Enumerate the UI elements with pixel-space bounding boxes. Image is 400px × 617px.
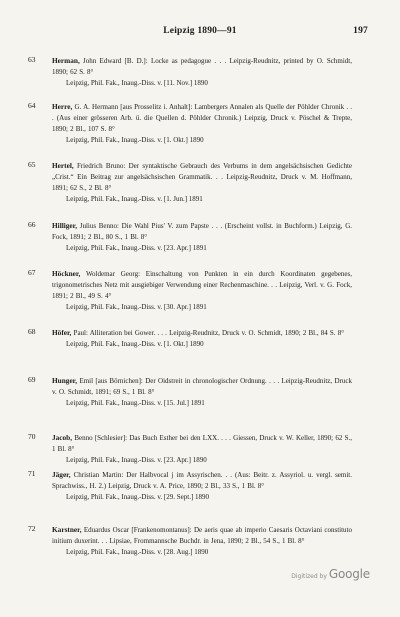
entry-number: 66 [28,220,36,229]
entry-number: 63 [28,55,36,64]
author-name: Höckner, [52,269,81,278]
entry-71 [28,469,353,503]
dissertation-note: Leipzig, Phil. Fak., Inaug.-Diss. v. [1. Jun.] 1891 [66,195,203,203]
author-name: Jäger, [52,470,71,479]
entry-69 [28,375,352,409]
author-name: Hertel, [52,161,74,170]
entry-body: Julius Benno: Die Wahl Pius' V. zum Papste . . . (Erscheint vollst. in Buchform.) Leipzig, G. Fock, 1891; 2 Bl., 80 S., 1 Bl. 8° [52,222,352,241]
author-name: Herre, [52,102,73,111]
entry-72 [28,524,352,558]
entry-number: 65 [28,160,36,169]
entry-67 [28,268,352,313]
entry-body: Paul: Alliteration bei Gower. . . . Leipzig-Reudnitz, Druck v. O. Schmidt, 1890; 2 Bl., 84 S. 8° [73,329,344,337]
author-name: Karstner, [52,525,82,534]
dissertation-note: Leipzig, Phil. Fak., Inaug.-Diss. v. [15. Jul.] 1891 [66,399,205,407]
dissertation-note: Leipzig, Phil. Fak., Inaug.-Diss. v. [23. Apr.] 1891 [66,244,207,252]
page-header [0,26,400,40]
entry-body: Friedrich Bruno: Der syntaktische Gebrauch des Verbums in dem angelsächsischen Gedichte „Crist.“ Ein Beitrag zur angelsächsischen Grammatik. . . Leipzig-Reudnitz, Druck v. M. Hoffmann, 1891; 62 S., 2 Bl. 8° [52,162,352,192]
dissertation-note: Leipzig, Phil. Fak., Inaug.-Diss. v. [11. Nov.] 1890 [66,79,208,87]
entry-number: 67 [28,268,36,277]
entry-number: 72 [28,524,36,533]
dissertation-note: Leipzig, Phil. Fak., Inaug.-Diss. v. [23. Apr.] 1890 [66,456,207,464]
author-name: Höfer, [52,328,72,337]
entry-text [52,469,352,492]
author-name: Herman, [52,56,80,65]
watermark-prefix: Digitized by [291,573,327,580]
entry-text [52,220,352,243]
entry-70 [28,432,352,466]
entry-text [52,432,352,455]
author-name: Hunger, [52,376,78,385]
dissertation-note: Leipzig, Phil. Fak., Inaug.-Diss. v. [1. Okt.] 1890 [66,340,204,348]
entry-body: Eduardus Oscar [Frankenomontanus]: De aeris quae ab imperio Caesaris Octaviani constituto initium duxerint. . . Lipsiae, Frommannsche Buchdr. in Jena, 1890; 2 Bl., 54 S., 1 Bl. 8° [52,526,352,545]
entry-65 [28,160,352,205]
entry-text [52,101,352,135]
entry-text [52,327,352,339]
entry-number: 69 [28,375,36,384]
entry-body: John Edward [B. D.]: Locke as pedagogue . . . Leipzig-Reudnitz, printed by O. Schmidt, 1890; 62 S. 8° [52,57,352,76]
page-number: 197 [353,26,368,36]
entry-66 [28,220,352,254]
entry-63 [28,55,352,89]
dissertation-note: Leipzig, Phil. Fak., Inaug.-Diss. v. [28. Aug.] 1890 [66,548,209,556]
entry-64 [28,101,352,146]
author-name: Hilliger, [52,221,78,230]
entry-text [52,524,352,547]
entry-text [52,55,352,78]
entry-68 [28,327,352,350]
entry-text [52,268,352,302]
entry-text [52,160,352,194]
entry-body: Christian Martin: Der Halbvocal j im Assyrischen. . . (Aus: Beitr. z. Assyriol. u. vergl. semit. Sprachwiss., H. 2.) Leipzig, Druck v. A. Price, 1890; 2 Bl., 33 S., 1 Bl. 8° [52,471,353,490]
google-logo: Google [328,567,370,581]
dissertation-note: Leipzig, Phil. Fak., Inaug.-Diss. v. [30. Apr.] 1891 [66,303,207,311]
dissertation-note: Leipzig, Phil. Fak., Inaug.-Diss. v. [29. Sept.] 1890 [66,493,210,501]
author-name: Jacob, [52,433,73,442]
entry-text [52,375,352,398]
running-title: Leipzig 1890—91 [163,26,237,36]
dissertation-note: Leipzig, Phil. Fak., Inaug.-Diss. v. [1. Okt.] 1890 [66,136,204,144]
digitization-watermark [291,567,370,581]
entry-number: 71 [28,469,36,478]
entry-body: Woldemar Georg: Einschaltung von Punkten in ein durch Koordinaten gegebenes, trigonometrisches Netz mit ausgiebiger Verwendung einer Rechenmaschine. . . Leipzig, Verl. v. G. Fock, 1891; 2 Bl., 49 S. 4° [52,270,352,300]
entry-body: G. A. Hermann [aus Prosselitz i. Anhalt]: Lambergers Annalen als Quelle der Pöhlder Chronik . . . (Aus einer grösseren Arb. ü. die Quellen d. Pöhlder Chronik.) Leipzig, Druck v. Pöschel & Trepte, 1890; 2 Bl., 107 S. 8° [52,103,352,133]
entry-number: 64 [28,101,36,110]
entry-number: 68 [28,327,36,336]
entry-number: 70 [28,432,36,441]
entry-body: Emil [aus Börnichen]: Der Oidstreit in chronologischer Ordnung. . . . Leipzig-Reudnitz, Druck v. O. Schmidt, 1891; 69 S., 1 Bl. 8° [52,377,352,396]
entry-body: Benno [Schlesier]: Das Buch Esther bei den LXX. . . . Giessen, Druck v. W. Keller, 1890; 62 S., 1 Bl. 8° [52,434,352,453]
